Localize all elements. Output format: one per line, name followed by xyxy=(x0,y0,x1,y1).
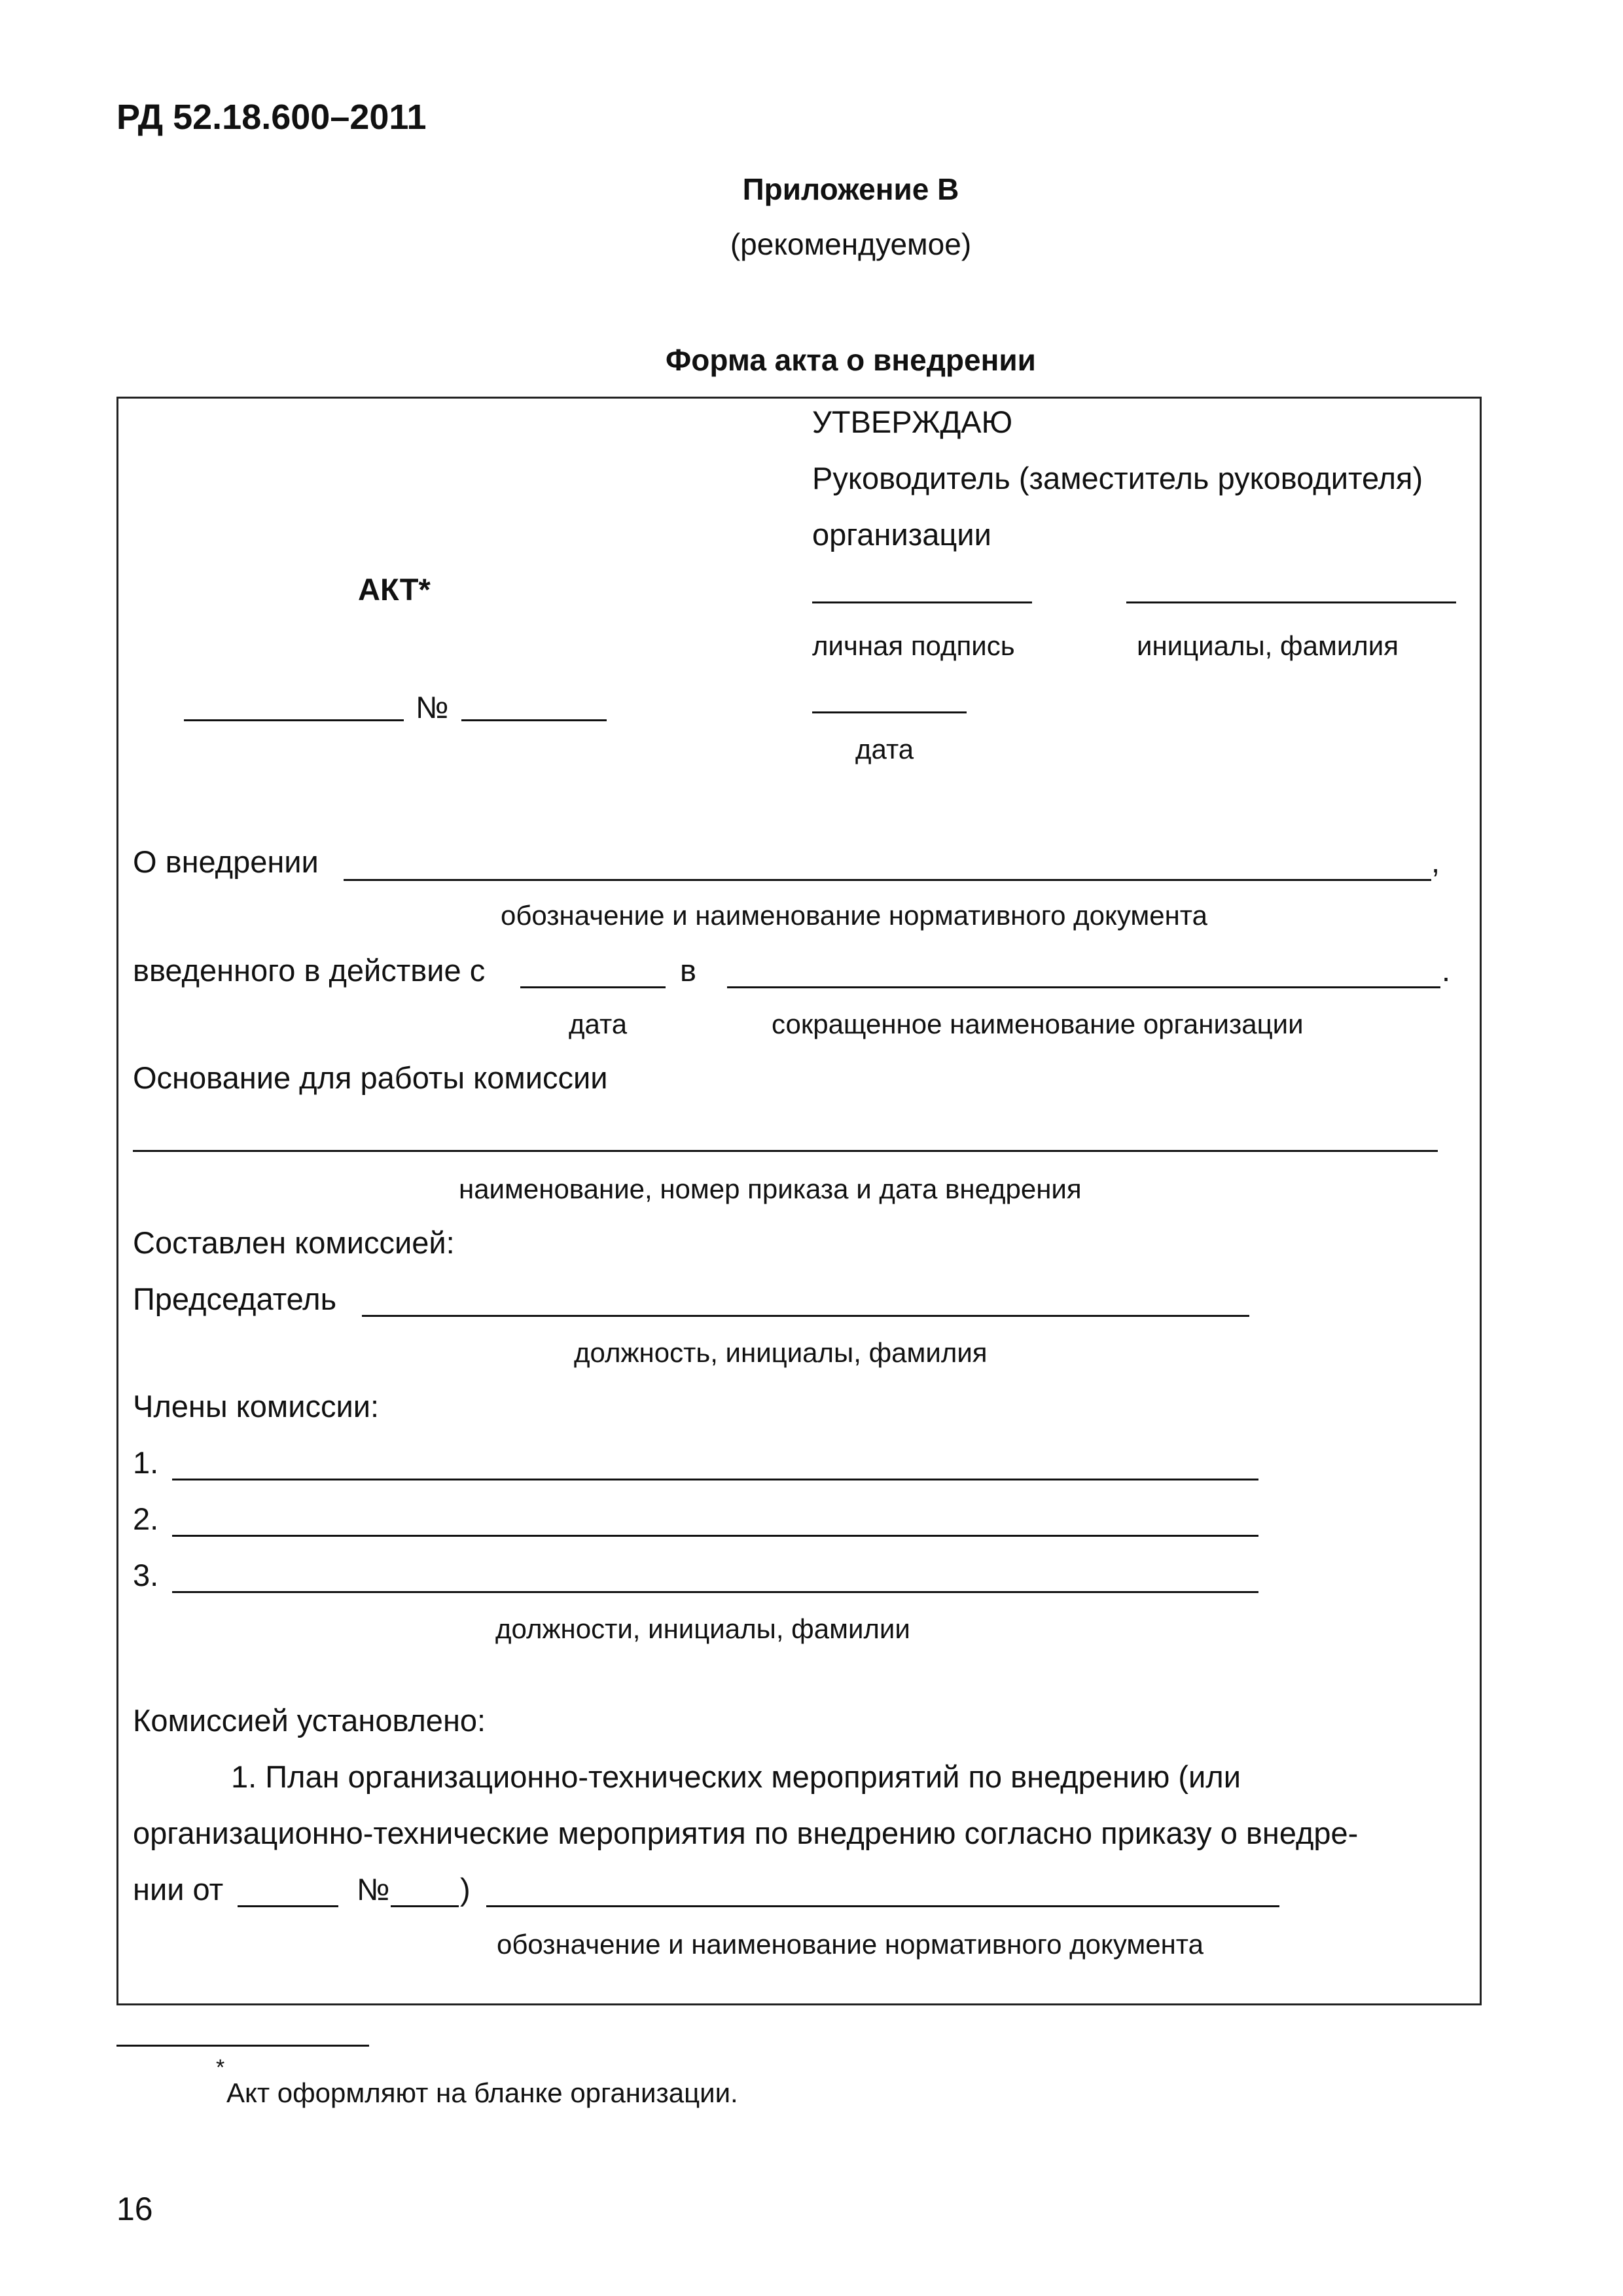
in-word: в xyxy=(680,953,696,988)
item1-caption: обозначение и наименование нормативного документа xyxy=(497,1929,1204,1960)
item1-close-paren: ) xyxy=(460,1872,471,1907)
members-label: Члены комиссии: xyxy=(133,1389,380,1424)
form-title: Форма акта о внедрении xyxy=(666,343,1036,377)
implementation-comma: , xyxy=(1431,844,1440,879)
footnote-star: * xyxy=(216,2055,225,2080)
members-caption: должности, инициалы, фамилии xyxy=(495,1613,910,1644)
act-form-frame xyxy=(116,397,1482,2005)
implementation-label: О внедрении xyxy=(133,844,319,879)
item1-line2: организационно-технические мероприятия по внедрению согласно приказу о внедре- xyxy=(133,1816,1359,1850)
implementation-doc-field[interactable] xyxy=(344,879,1431,881)
head-title-line2: организации xyxy=(812,517,991,552)
organization-caption: сокращенное наименование организации xyxy=(772,1009,1304,1039)
doc-caption: обозначение и наименование нормативного документа xyxy=(501,900,1207,931)
page-number: 16 xyxy=(116,2191,153,2227)
chairman-field[interactable] xyxy=(362,1315,1249,1317)
organization-field[interactable] xyxy=(727,986,1440,988)
approval-date-field[interactable] xyxy=(812,711,967,713)
appendix-status: (рекомендуемое) xyxy=(730,227,972,261)
name-field[interactable] xyxy=(1126,601,1456,603)
basis-label: Основание для работы комиссии xyxy=(133,1060,608,1095)
member-field-3[interactable] xyxy=(172,1591,1258,1593)
item1-doc-field[interactable] xyxy=(486,1905,1279,1907)
head-title-line1: Руководитель (заместитель руководителя) xyxy=(812,461,1423,495)
name-caption: инициалы, фамилия xyxy=(1137,630,1399,661)
effective-period: . xyxy=(1442,953,1451,988)
effective-label: введенного в действие с xyxy=(133,953,486,988)
signature-caption: личная подпись xyxy=(812,630,1015,661)
effective-date-caption: дата xyxy=(569,1009,628,1039)
footnote-text: Акт оформляют на бланке организации. xyxy=(226,2077,738,2108)
member-number-2: 2. xyxy=(133,1501,159,1536)
item1-number-field[interactable] xyxy=(391,1905,459,1907)
document-number: РД 52.18.600–2011 xyxy=(116,98,427,137)
approve-word: УТВЕРЖДАЮ xyxy=(812,404,1013,439)
composed-label: Составлен комиссией: xyxy=(133,1225,455,1260)
footnote-rule xyxy=(116,2045,369,2047)
chairman-label: Председатель xyxy=(133,1282,337,1316)
act-number-sign: № xyxy=(416,690,449,725)
item1-date-field[interactable] xyxy=(238,1905,338,1907)
item1-line1: 1. План организационно-технических мероприятий по внедрению (или xyxy=(231,1759,1241,1794)
appendix-title: Приложение В xyxy=(742,172,959,206)
signature-field[interactable] xyxy=(812,601,1032,603)
act-number-field[interactable] xyxy=(461,719,607,721)
basis-field[interactable] xyxy=(133,1150,1438,1152)
chairman-caption: должность, инициалы, фамилия xyxy=(574,1337,988,1368)
member-number-3: 3. xyxy=(133,1558,159,1592)
act-title: АКТ* xyxy=(358,572,431,607)
member-field-1[interactable] xyxy=(172,1479,1258,1480)
approval-date-caption: дата xyxy=(855,734,914,764)
effective-date-field[interactable] xyxy=(520,986,666,988)
basis-caption: наименование, номер приказа и дата внедрения xyxy=(459,1174,1082,1204)
item1-number-sign: № xyxy=(357,1872,390,1907)
member-number-1: 1. xyxy=(133,1445,159,1480)
act-date-field[interactable] xyxy=(184,719,404,721)
established-label: Комиссией установлено: xyxy=(133,1703,486,1738)
member-field-2[interactable] xyxy=(172,1535,1258,1537)
item1-prefix: нии от xyxy=(133,1872,224,1907)
